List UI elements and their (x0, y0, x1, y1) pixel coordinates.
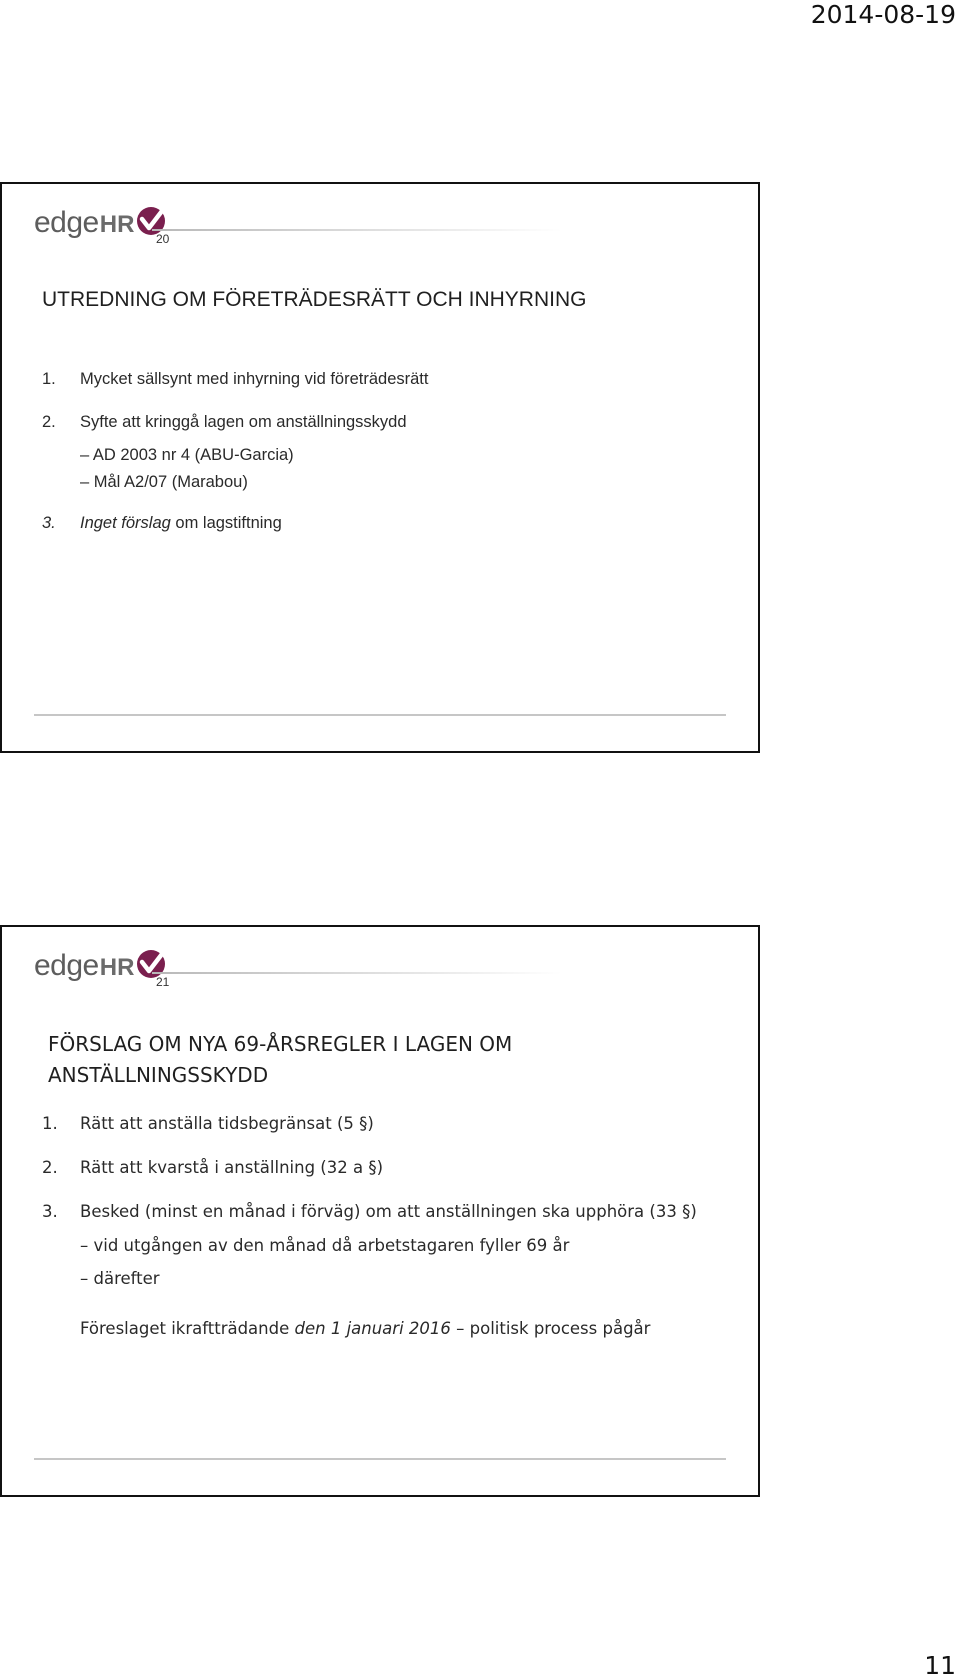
logo-word: edge (34, 206, 99, 239)
slide-21 (0, 925, 760, 1497)
list-text: om lagstiftning (170, 514, 282, 532)
list-text: Mycket sällsynt med inhyrning vid företrädesrätt (80, 370, 429, 388)
list-number: 3. (42, 514, 56, 532)
list-item (42, 370, 428, 389)
sub-item: – vid utgången av den månad då arbetstagaren fyller 69 år (80, 1236, 570, 1255)
page-number: 11 (924, 1651, 956, 1680)
logo-suffix: HR (99, 954, 135, 981)
effective-date-note (80, 1319, 650, 1338)
header-rule (152, 229, 562, 231)
page-date: 2014-08-19 (810, 0, 956, 29)
list-number: 3. (42, 1202, 58, 1221)
list-number: 2. (42, 1158, 58, 1177)
footer-rule (34, 714, 726, 716)
list-number: 2. (42, 413, 56, 431)
slide-20 (0, 182, 760, 753)
slide-title: FÖRSLAG OM NYA 69-ÅRSREGLER I LAGEN OM ANSTÄLLNINGSSKYDD (48, 1032, 513, 1087)
list-item (42, 1114, 374, 1133)
list-text-emphasis: Inget förslag (80, 514, 171, 532)
list-text: Rätt att kvarstå i anställning (32 a §) (80, 1158, 384, 1177)
list-text: Rätt att anställa tidsbegränsat (5 §) (80, 1114, 374, 1133)
list-text: Syfte att kringgå lagen om anställningsskydd (80, 413, 407, 431)
edgehr-logo (34, 945, 166, 981)
sub-item: – därefter (80, 1269, 160, 1288)
edgehr-logo (34, 202, 166, 238)
list-number: 1. (42, 370, 56, 388)
logo-suffix: HR (99, 211, 135, 238)
note-text: Föreslaget ikraftträdande (80, 1319, 295, 1338)
list-item (42, 1202, 697, 1221)
sub-item: – Mål A2/07 (Marabou) (80, 473, 248, 491)
note-date: den 1 januari 2016 (294, 1319, 451, 1338)
slide-number: 20 (156, 232, 170, 246)
list-item (42, 413, 407, 432)
sub-item: – AD 2003 nr 4 (ABU-Garcia) (80, 446, 294, 464)
footer-rule (34, 1458, 726, 1460)
list-item (42, 1158, 383, 1177)
logo-word: edge (34, 949, 99, 982)
list-number: 1. (42, 1114, 58, 1133)
list-text: Besked (minst en månad i förväg) om att anställningen ska upphöra (33 §) (80, 1202, 697, 1221)
list-item (42, 514, 282, 533)
slide-number: 21 (156, 975, 170, 989)
slide-title: UTREDNING OM FÖRETRÄDESRÄTT OCH INHYRNING (42, 288, 587, 311)
header-rule (152, 972, 562, 974)
note-text: – politisk process pågår (450, 1319, 651, 1338)
